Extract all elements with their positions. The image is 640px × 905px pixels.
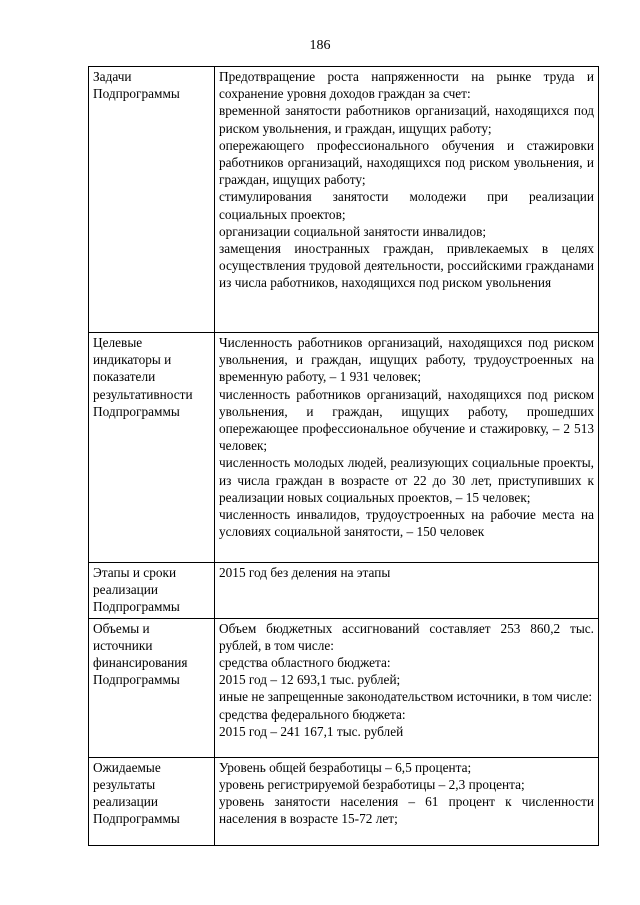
content-paragraph: 2015 год – 241 167,1 тыс. рублей [219, 723, 404, 739]
label-line: Этапы и сроки [93, 565, 177, 580]
content-paragraph: уровень регистрируемой безработицы – 2,3 процента; [219, 776, 525, 792]
content-paragraph: численность работников организаций, находящихся под риском увольнения, и граждан, ищущих работу, прошедших опережающее профессиональное обучение и стажировку, – 2 513 человек; [219, 386, 594, 454]
content-paragraph: средства областного бюджета: [219, 655, 391, 671]
row-label [89, 563, 215, 619]
content-paragraph: иные не запрещенные законодательством источники, в том числе: [219, 689, 593, 705]
content-paragraph: Численность работников организаций, находящихся под риском увольнения, и граждан, ищущих работу, трудоустроенных на временную работу, – 1 931 человек; [219, 335, 594, 385]
row-label [89, 618, 215, 757]
label-line: источники [93, 637, 153, 653]
label-line: результаты [93, 776, 156, 792]
label-line: финансирования [93, 655, 188, 671]
table-row-stages [89, 563, 599, 619]
table-row-funding [89, 618, 599, 757]
row-content [215, 618, 599, 757]
label-line: Целевые [93, 335, 143, 350]
content-paragraph: 2015 год – 12 693,1 тыс. рублей; [219, 672, 401, 688]
label-line: результативности [93, 386, 193, 402]
row-content [215, 563, 599, 619]
table-row-tasks [89, 67, 599, 333]
label-line: Подпрограммы [93, 599, 180, 615]
label-line: Ожидаемые [93, 759, 161, 775]
label-line: реализации [93, 582, 158, 598]
row-label [89, 67, 215, 333]
table-row-expected-results [89, 757, 599, 845]
label-line: Подпрограммы [93, 403, 180, 419]
label-line: Объемы и [93, 620, 150, 636]
content-paragraph: организации социальной занятости инвалидов; [219, 223, 487, 239]
row-content [215, 333, 599, 563]
subprogram-passport-table [88, 66, 599, 846]
content-paragraph: Объем бюджетных ассигнований составляет 253 860,2 тыс. рублей, в том числе: [219, 620, 594, 653]
table-row-indicators [89, 333, 599, 563]
label-line: Задачи [93, 69, 132, 84]
row-label [89, 757, 215, 845]
row-content [215, 757, 599, 845]
content-paragraph: уровень занятости населения – 61 процент к численности населения в возрасте 15-72 лет; [219, 794, 594, 827]
content-paragraph: Уровень общей безработицы – 6,5 процента; [219, 759, 472, 775]
content-paragraph: 2015 год без деления на этапы [219, 565, 391, 580]
label-line: реализации [93, 794, 158, 810]
content-paragraph: Предотвращение роста напряженности на рынке труда и сохранение уровня доходов граждан за счет: [219, 69, 594, 102]
content-paragraph: опережающего профессионального обучения и стажировки работников организаций, находящихся под риском увольнения, и граждан, ищущих работу; [219, 137, 594, 188]
label-line: Подпрограммы [93, 86, 180, 102]
content-paragraph: численность инвалидов, трудоустроенных на рабочие места на условиях социальной занятости, – 150 человек [219, 507, 594, 540]
content-paragraph: временной занятости работников организаций, находящихся под риском увольнения, и граждан, ищущих работу; [219, 103, 594, 136]
label-line: Подпрограммы [93, 811, 180, 827]
content-paragraph: замещения иностранных граждан, привлекаемых в целях осуществления трудовой деятельности, российскими гражданами из числа работников, находящихся под риском увольнения [219, 241, 594, 291]
content-paragraph: средства федерального бюджета: [219, 706, 406, 722]
row-label [89, 333, 215, 563]
row-content [215, 67, 599, 333]
label-line: Подпрограммы [93, 672, 180, 688]
label-line: показатели [93, 369, 156, 385]
content-paragraph: численность молодых людей, реализующих социальные проекты, из числа граждан в возрасте от 22 до 30 лет, приступивших к реализации новых социальных проектов, – 15 человек; [219, 455, 594, 505]
label-line: индикаторы и [93, 352, 172, 368]
page-number: 186 [309, 38, 331, 53]
content-paragraph: стимулирования занятости молодежи при реализации социальных проектов; [219, 189, 594, 222]
